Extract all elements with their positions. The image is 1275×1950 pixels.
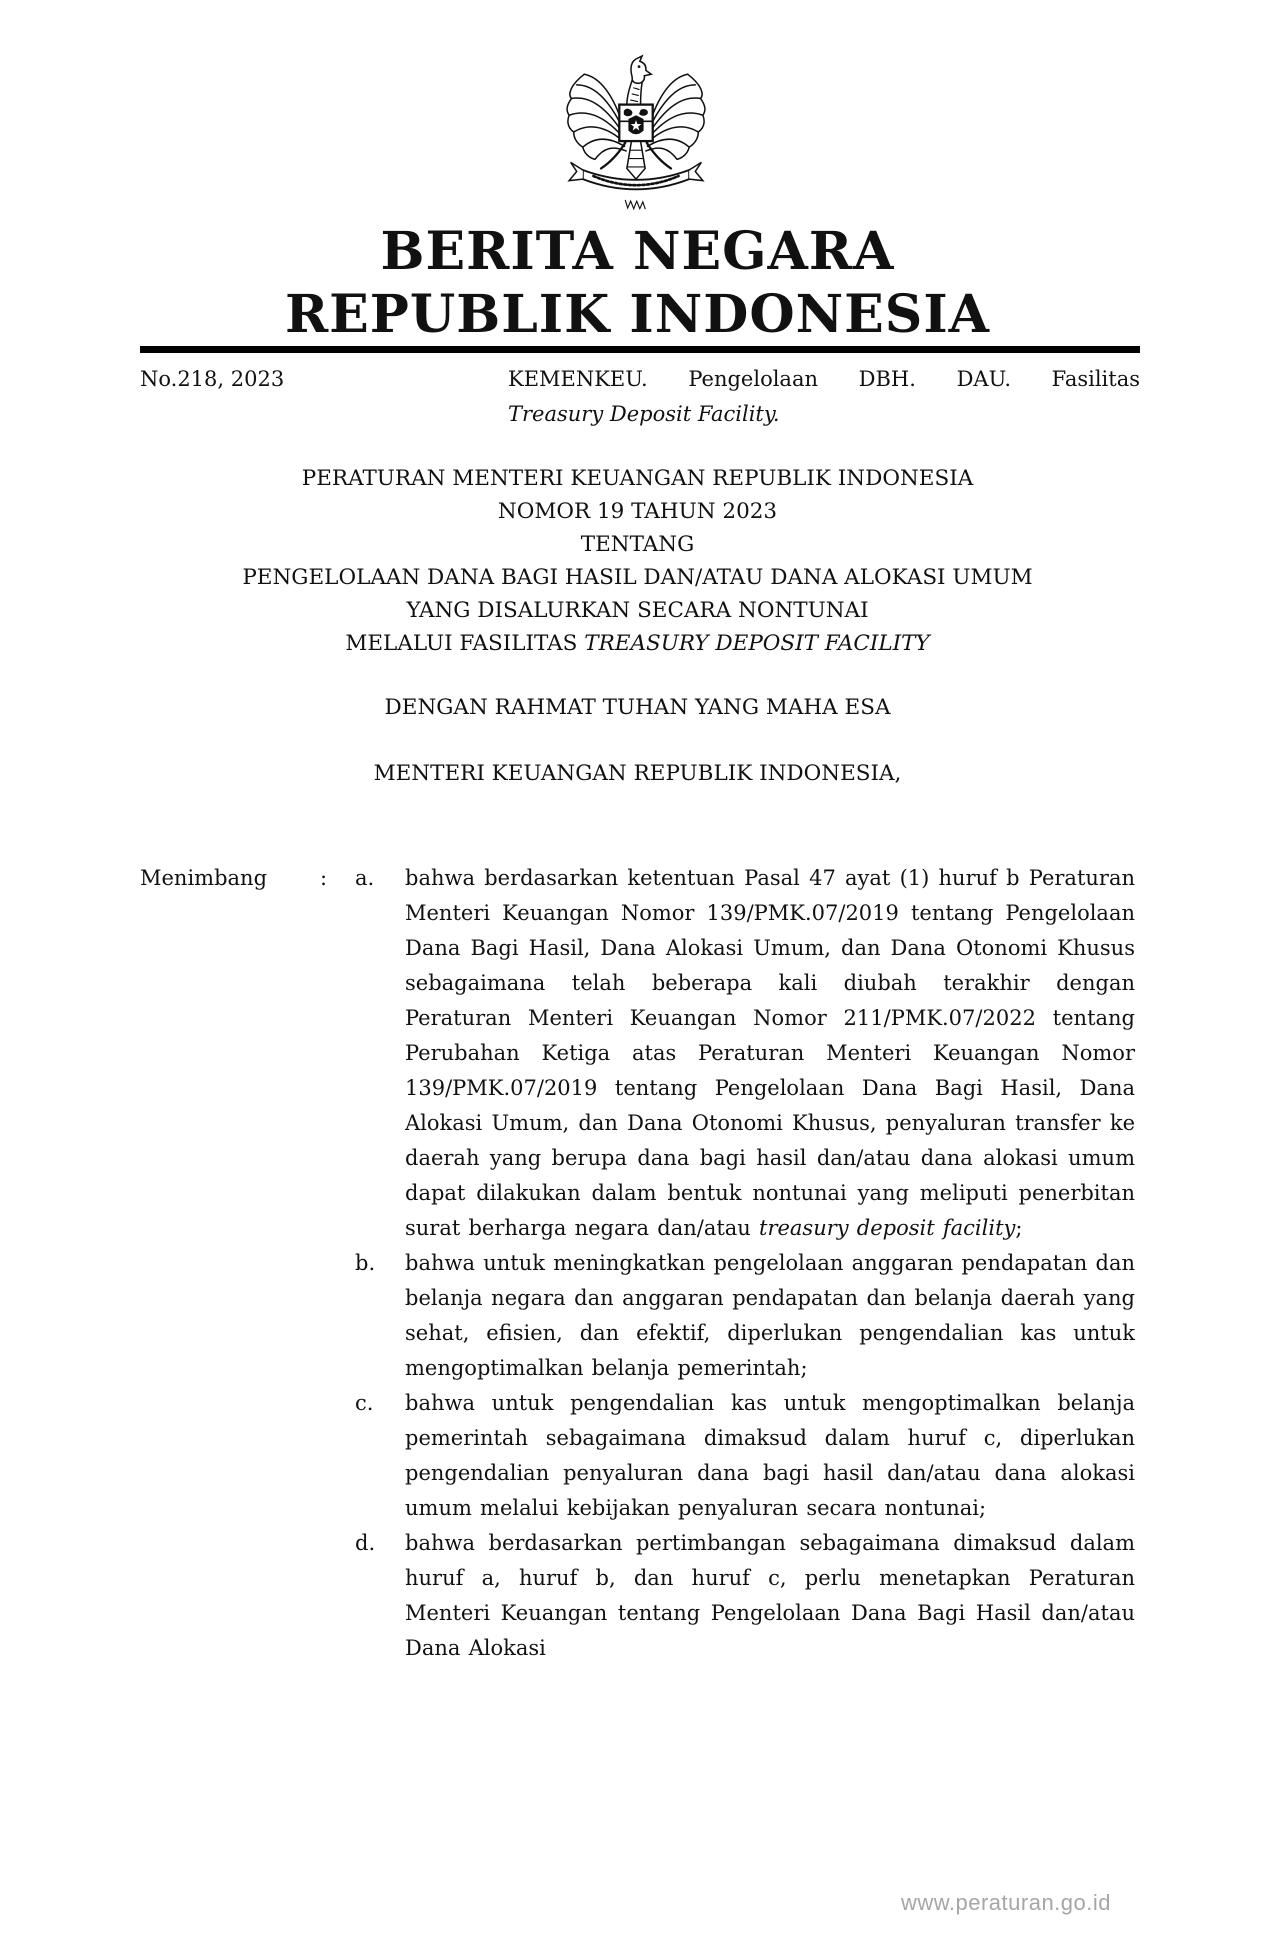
item-text: bahwa berdasarkan ketentuan Pasal 47 ayat (1) huruf b Peraturan Menteri Keuangan Nomor 139/PMK.07/2019 tentang Pengelolaan Dana Bagi Hasil, Dana Alokasi Umum, dan Dana Otonomi Khusus sebagaimana telah beberapa kali diubah terakhir dengan Peraturan Menteri Keuangan Nomor 211/PMK.07/2022 tentang Perubahan Ketiga atas Peraturan Menteri Keuangan Nomor 139/PMK.07/2019 tentang Pengelolaan Dana Bagi Hasil, Dana Alokasi Umum, dan Dana Otonomi Khusus, penyaluran transfer ke daerah yang berupa dana bagi hasil dan/atau dana alokasi umum dapat dilakukan dalam bentuk nontunai yang meliputi penerbitan surat berharga negara dan/atau treasury deposit facility;	[405, 866, 1135, 1240]
title-line3: TENTANG	[580, 532, 695, 557]
title-line6	[140, 627, 1135, 660]
considerations-label: Menimbang	[140, 866, 268, 890]
consideration-item-b	[355, 1246, 1135, 1386]
consideration-item-a	[355, 861, 1135, 1246]
masthead	[0, 220, 1275, 346]
invocation: DENGAN RAHMAT TUHAN YANG MAHA ESA	[384, 695, 891, 720]
subject-line1: KEMENKEU. Pengelolaan DBH. DAU. Fasilitas	[508, 367, 1140, 391]
right-wing	[646, 74, 705, 159]
item-text: bahwa berdasarkan pertimbangan sebagaimana dimaksud dalam huruf a, huruf b, dan huruf c, perlu menetapkan Peraturan Menteri Keuangan tentang Pengelolaan Dana Bagi Hasil dan/atau Dana Alokasi	[405, 1531, 1135, 1660]
consideration-item-c	[355, 1386, 1135, 1526]
item-marker: d.	[355, 1531, 376, 1555]
subject-line2: Treasury Deposit Facility.	[508, 402, 780, 426]
garuda-pancasila-emblem	[560, 54, 712, 216]
item-marker: a.	[355, 866, 375, 890]
title-line6-normal: MELALUI FASILITAS	[345, 631, 585, 656]
considerations-colon: :	[320, 866, 328, 890]
item-text: bahwa untuk pengendalian kas untuk mengoptimalkan belanja pemerintah sebagaimana dimaksud dalam huruf c, diperlukan pengendalian penyaluran dana bagi hasil dan/atau dana alokasi umum melalui kebijakan penyaluran secara nontunai;	[405, 1391, 1135, 1520]
title-line4: PENGELOLAAN DANA BAGI HASIL DAN/ATAU DANA ALOKASI UMUM	[242, 565, 1033, 590]
subject-block	[508, 362, 1140, 432]
consideration-item-d	[355, 1526, 1135, 1666]
item-marker: c.	[355, 1391, 374, 1415]
considerations-items	[355, 861, 1135, 1666]
title-line6-italic: TREASURY DEPOSIT FACILITY	[584, 631, 930, 656]
footer-url: www.peraturan.go.id	[900, 1890, 1111, 1915]
issue-header	[140, 362, 1140, 432]
item-marker: b.	[355, 1251, 376, 1275]
title-line1: PERATURAN MENTERI KEUANGAN REPUBLIK INDONESIA	[301, 466, 974, 491]
item-text: bahwa untuk meningkatkan pengelolaan anggaran pendapatan dan belanja negara dan anggaran pendapatan dan belanja daerah yang sehat, efisien, dan efektif, diperlukan pengendalian kas untuk mengoptimalkan belanja pemerintah;	[405, 1251, 1135, 1380]
issue-number: No.218, 2023	[140, 367, 285, 391]
left-wing	[567, 74, 626, 159]
regulation-title	[140, 462, 1135, 660]
masthead-line2: REPUBLIK INDONESIA	[284, 284, 991, 345]
masthead-divider	[140, 346, 1140, 353]
title-line2: NOMOR 19 TAHUN 2023	[497, 499, 778, 524]
masthead-line1: BERITA NEGARA	[380, 221, 895, 282]
authority: MENTERI KEUANGAN REPUBLIK INDONESIA,	[373, 761, 902, 786]
title-line5: YANG DISALURKAN SECARA NONTUNAI	[406, 598, 869, 623]
considerations-section	[140, 861, 1135, 1666]
